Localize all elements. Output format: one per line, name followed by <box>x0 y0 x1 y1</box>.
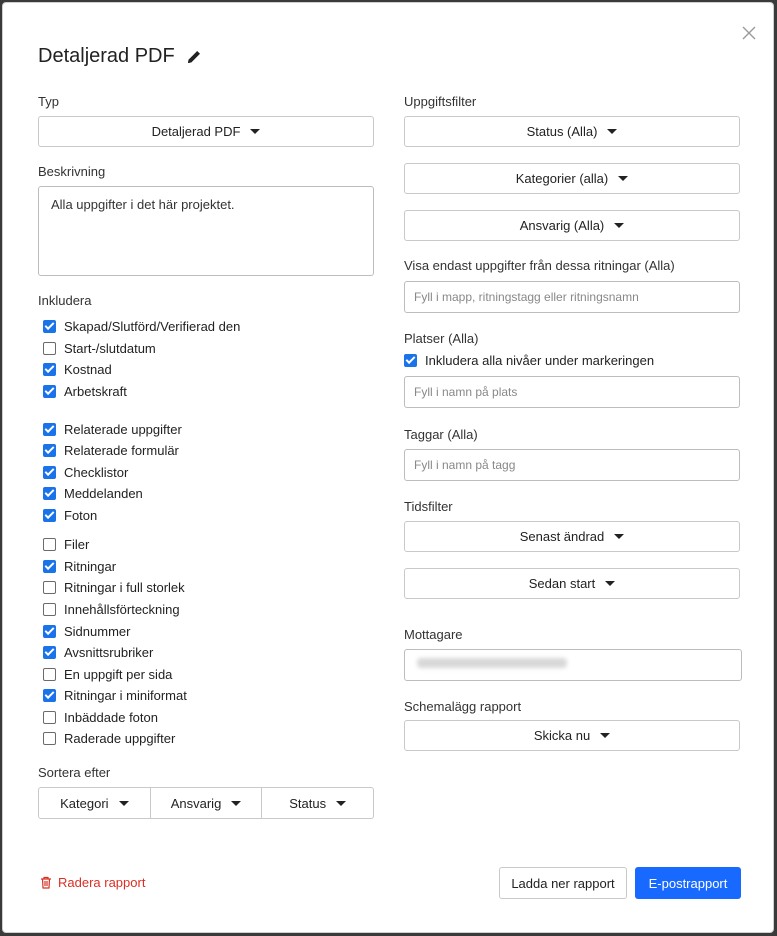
tags-label: Taggar (Alla) <box>404 427 478 442</box>
checkbox-icon[interactable] <box>43 646 56 659</box>
include-checkbox-label: Kostnad <box>64 362 112 377</box>
include-checkbox-row[interactable] <box>43 465 128 480</box>
include-checkbox-label: Innehållsförteckning <box>64 602 180 617</box>
email-report-button[interactable]: E-postrapport <box>635 867 741 899</box>
include-checkbox-row[interactable] <box>43 731 175 746</box>
report-dialog <box>2 2 774 933</box>
trash-icon <box>40 876 52 889</box>
include-checkbox-row[interactable] <box>43 443 179 458</box>
caret-down-icon <box>605 581 615 586</box>
checkbox-icon[interactable] <box>43 487 56 500</box>
schedule-value: Skicka nu <box>533 728 591 743</box>
include-checkbox-row[interactable] <box>43 384 127 399</box>
caret-down-icon <box>600 733 610 738</box>
download-report-button[interactable]: Ladda ner rapport <box>499 867 627 899</box>
pencil-icon[interactable] <box>185 48 203 66</box>
dialog-title <box>38 45 203 68</box>
places-input[interactable]: Fyll i namn på plats <box>404 376 740 408</box>
schedule-label: Schemalägg rapport <box>404 699 522 714</box>
sort-option-category[interactable] <box>39 788 151 818</box>
caret-down-icon <box>614 223 624 228</box>
sort-option-label: Ansvarig <box>170 795 222 811</box>
include-checkbox-row[interactable] <box>43 688 187 703</box>
include-checkbox-label: Sidnummer <box>64 624 131 639</box>
include-checkbox-row[interactable] <box>43 341 156 356</box>
time-range-dropdown[interactable] <box>404 568 740 599</box>
sort-label: Sortera efter <box>38 765 111 780</box>
sort-segmented-control <box>38 787 374 819</box>
checkbox-icon[interactable] <box>43 423 56 436</box>
checkbox-icon[interactable] <box>43 342 56 355</box>
include-checkbox-row[interactable] <box>43 508 97 523</box>
include-checkbox-label: Checklistor <box>64 465 129 480</box>
status-filter-label: Status (Alla) <box>526 124 598 139</box>
checkbox-icon[interactable] <box>43 538 56 551</box>
recipient-redacted-value <box>417 658 567 668</box>
checkbox-icon[interactable] <box>43 668 56 681</box>
drawings-input[interactable]: Fyll i mapp, ritningstagg eller ritningsnamn <box>404 281 740 313</box>
delete-report-label: Radera rapport <box>58 875 146 890</box>
places-label: Platser (Alla) <box>404 331 479 346</box>
checkbox-icon[interactable] <box>43 385 56 398</box>
checkbox-icon[interactable] <box>43 732 56 745</box>
checkbox-icon[interactable] <box>404 354 417 367</box>
include-checkbox-label: Avsnittsrubriker <box>64 645 154 660</box>
description-label: Beskrivning <box>38 164 106 179</box>
checkbox-icon[interactable] <box>43 689 56 702</box>
include-checkbox-label: Inbäddade foton <box>64 710 158 725</box>
status-filter-dropdown[interactable] <box>404 116 740 147</box>
include-checkbox-row[interactable] <box>43 486 143 501</box>
caret-down-icon <box>336 801 346 806</box>
drawings-label: Visa endast uppgifter från dessa ritningar (Alla) <box>404 258 675 273</box>
type-dropdown-label: Detaljerad PDF <box>151 124 241 139</box>
delete-report-button[interactable] <box>40 875 145 890</box>
include-checkbox-row[interactable] <box>43 319 240 334</box>
include-checkbox-label: Skapad/Slutförd/Verifierad den <box>64 319 241 334</box>
caret-down-icon <box>119 801 129 806</box>
category-filter-dropdown[interactable] <box>404 163 740 194</box>
task-filter-label: Uppgiftsfilter <box>404 94 477 109</box>
caret-down-icon <box>231 801 241 806</box>
caret-down-icon <box>250 129 260 134</box>
sort-option-status[interactable] <box>262 788 373 818</box>
include-checkbox-label: Filer <box>64 537 90 552</box>
checkbox-icon[interactable] <box>43 320 56 333</box>
checkbox-icon[interactable] <box>43 509 56 522</box>
time-filter-dropdown[interactable] <box>404 521 740 552</box>
include-label: Inkludera <box>38 293 92 308</box>
type-label: Typ <box>38 94 59 109</box>
checkbox-icon[interactable] <box>43 363 56 376</box>
time-filter-label: Tidsfilter <box>404 499 453 514</box>
caret-down-icon <box>607 129 617 134</box>
include-checkbox-label: Raderade uppgifter <box>64 731 176 746</box>
include-checkbox-label: Start-/slutdatum <box>64 341 156 356</box>
include-checkbox-row[interactable] <box>43 422 182 437</box>
time-range-value: Sedan start <box>528 576 596 591</box>
include-checkbox-row[interactable] <box>43 602 180 617</box>
checkbox-icon[interactable] <box>43 603 56 616</box>
checkbox-icon[interactable] <box>43 581 56 594</box>
checkbox-icon[interactable] <box>43 560 56 573</box>
places-include-checkbox[interactable] <box>404 353 654 368</box>
sort-option-label: Kategori <box>60 795 109 811</box>
category-filter-label: Kategorier (alla) <box>515 171 609 186</box>
include-checkbox-label: Meddelanden <box>64 486 143 501</box>
include-checkbox-row[interactable] <box>43 362 112 377</box>
description-textarea[interactable]: Alla uppgifter i det här projektet. <box>38 186 374 276</box>
include-checkbox-row[interactable] <box>43 580 185 595</box>
include-checkbox-label: Ritningar <box>64 559 117 574</box>
include-checkbox-label: Ritningar i miniformat <box>64 688 187 703</box>
time-filter-value: Senast ändrad <box>519 529 605 544</box>
assignee-filter-label: Ansvarig (Alla) <box>519 218 605 233</box>
include-checkbox-label: Arbetskraft <box>64 384 127 399</box>
schedule-dropdown[interactable] <box>404 720 740 751</box>
include-checkbox-row[interactable] <box>43 624 130 639</box>
caret-down-icon <box>618 176 628 181</box>
include-checkbox-row[interactable] <box>43 710 158 725</box>
sort-option-label: Status <box>289 795 327 811</box>
include-checkbox-row[interactable] <box>43 667 172 682</box>
type-dropdown[interactable] <box>38 116 374 147</box>
include-checkbox-label: Ritningar i full storlek <box>64 580 185 595</box>
places-include-label: Inkludera alla nivåer under markeringen <box>425 353 655 368</box>
include-checkbox-label: Relaterade uppgifter <box>64 422 182 437</box>
include-checkbox-label: En uppgift per sida <box>64 667 173 682</box>
include-checkbox-label: Foton <box>64 508 98 523</box>
checkbox-icon[interactable] <box>43 444 56 457</box>
checkbox-icon[interactable] <box>43 711 56 724</box>
close-icon[interactable] <box>740 24 758 42</box>
recipient-label: Mottagare <box>404 627 463 642</box>
include-checkbox-row[interactable] <box>43 559 116 574</box>
dialog-title-text: Detaljerad PDF <box>38 45 175 67</box>
checkbox-icon[interactable] <box>43 466 56 479</box>
caret-down-icon <box>614 534 624 539</box>
include-checkbox-row[interactable] <box>43 645 153 660</box>
include-checkbox-row[interactable] <box>43 537 89 552</box>
sort-option-assignee[interactable] <box>151 788 263 818</box>
checkbox-icon[interactable] <box>43 625 56 638</box>
include-checkbox-label: Relaterade formulär <box>64 443 179 458</box>
assignee-filter-dropdown[interactable] <box>404 210 740 241</box>
tags-input[interactable]: Fyll i namn på tagg <box>404 449 740 481</box>
